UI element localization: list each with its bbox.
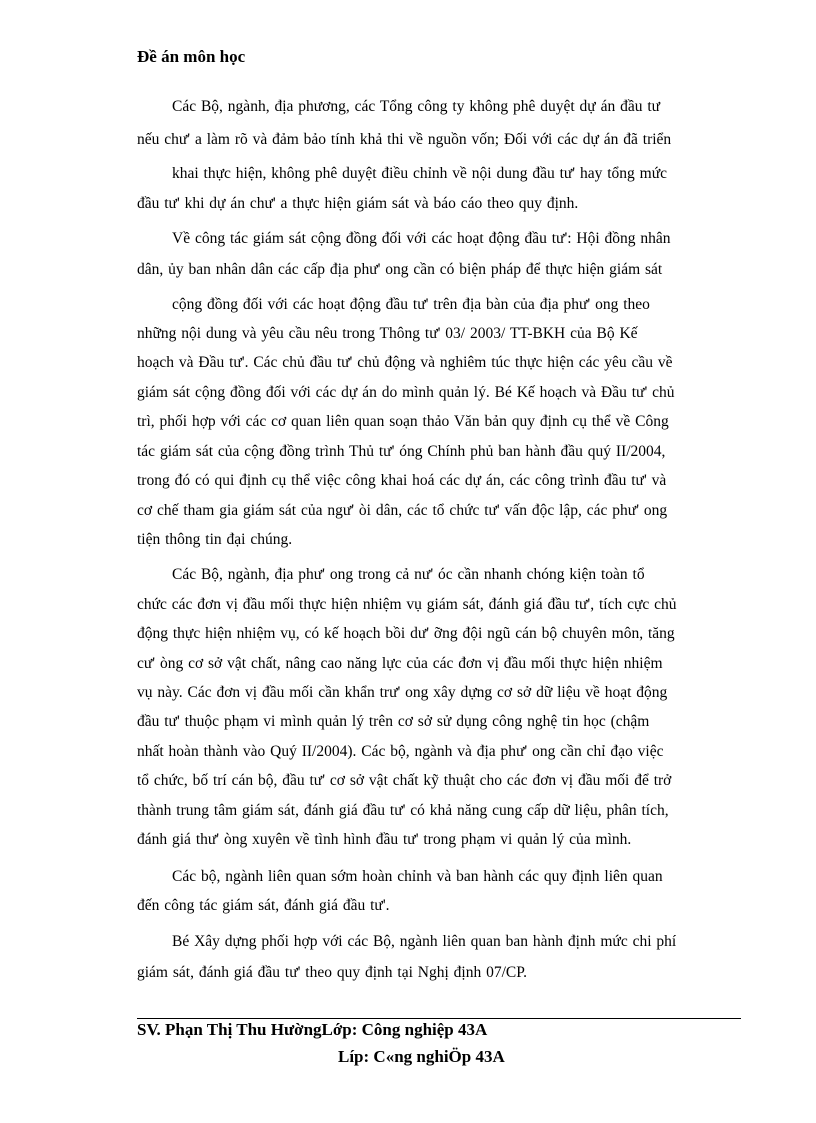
body-line: đầu tư' khi dự án chư' a thực hiện giám sát và báo cáo theo quy định.	[137, 195, 579, 212]
body-line: vụ này. Các đơn vị đầu mối cần khẩn trư' ong xây dựng cơ sở dữ liệu về hoạt động	[137, 684, 668, 701]
body-line: giám sát, đánh giá đầu tư' theo quy định tại Nghị định 07/CP.	[137, 964, 527, 981]
body-line: nếu chư' a làm rõ và đảm bảo tính khả thi về nguồn vốn; Đối với các dự án đã triển	[137, 131, 672, 148]
body-line: nhất hoàn thành vào Quý II/2004). Các bộ, ngành và địa phư' ong cần chỉ đạo việc	[137, 743, 664, 760]
body-line: tổ chức, bố trí cán bộ, đầu tư' cơ sở vật chất kỹ thuật cho các đơn vị đầu mối để trở	[137, 772, 672, 789]
body-line: thành trung tâm giám sát, đánh giá đầu tư' có khả năng cung cấp dữ liệu, phân tích,	[137, 802, 669, 819]
body-line: Bé Xây dựng phối hợp với các Bộ, ngành liên quan ban hành định mức chi phí	[172, 933, 677, 950]
body-line: dân, ủy ban nhân dân các cấp địa phư' ong cần có biện pháp để thực hiện giám sát	[137, 261, 663, 278]
footer-divider	[137, 1018, 741, 1019]
body-line: khai thực hiện, không phê duyệt điều chỉnh về nội dung đầu tư' hay tổng mức	[172, 165, 667, 182]
body-line: trong đó có qui định cụ thể việc công khai hoá các dự án, các công trình đầu tư' và	[137, 472, 667, 489]
body-line: những nội dung và yêu cầu nêu trong Thông tư' 03/ 2003/ TT-BKH của Bộ Kế	[137, 325, 638, 342]
body-line: chức các đơn vị đầu mối thực hiện nhiệm vụ giám sát, đánh giá đầu tư', tích cực chủ	[137, 596, 677, 613]
body-line: Các Bộ, ngành, địa phương, các Tổng công ty không phê duyệt dự án đầu tư	[172, 98, 661, 115]
body-line: giám sát cộng đồng đối với các dự án do mình quản lý. Bé Kế hoạch và Đầu tư' chủ	[137, 384, 675, 401]
body-line: đầu tư' thuộc phạm vi mình quản lý trên cơ sở sử dụng công nghệ tin học (chậm	[137, 713, 650, 730]
body-line: cộng đồng đối với các hoạt động đầu tư' trên địa bàn của địa phư' ong theo	[172, 296, 650, 313]
footer-author-class: SV. Phạn Thị Thu HườngLớp: Công nghiệp 43A	[137, 1020, 488, 1039]
body-line: tác giám sát của cộng đồng trình Thủ tư' óng Chính phủ ban hành đầu quý II/2004,	[137, 443, 666, 460]
body-line: đánh giá thư' òng xuyên về tình hình đầu tư' trong phạm vi quản lý của mình.	[137, 831, 632, 848]
body-line: Các bộ, ngành liên quan sớm hoàn chỉnh và ban hành các quy định liên quan	[172, 868, 663, 885]
body-line: đến công tác giám sát, đánh giá đầu tư'.	[137, 897, 390, 914]
body-line: cư' òng cơ sở vật chất, nâng cao năng lực của các đơn vị đầu mối thực hiện nhiệm	[137, 655, 663, 672]
body-line: Các Bộ, ngành, địa phư' ong trong cả nư' óc cần nhanh chóng kiện toàn tổ	[172, 566, 645, 583]
body-line: động thực hiện nhiệm vụ, có kế hoạch bồi dư' ỡng đội ngũ cán bộ chuyên môn, tăng	[137, 625, 675, 642]
footer-class-line: Líp: C«ng nghiÖp 43A	[338, 1047, 505, 1066]
body-line: Về công tác giám sát cộng đồng đối với các hoạt động đầu tư': Hội đồng nhân	[172, 230, 671, 247]
body-line: trì, phối hợp với các cơ quan liên quan soạn thảo Văn bản quy định cụ thể về Công	[137, 413, 669, 430]
body-line: cơ chế tham gia giám sát của ngư' òi dân, các tổ chức tư' vấn độc lập, các phư' ong	[137, 502, 668, 519]
body-line: tiện thông tin đại chúng.	[137, 531, 293, 548]
page-header: Đề án môn học	[137, 47, 246, 66]
body-line: hoạch và Đầu tư'. Các chủ đầu tư' chủ động và nghiêm túc thực hiện các yêu cầu về	[137, 354, 673, 371]
